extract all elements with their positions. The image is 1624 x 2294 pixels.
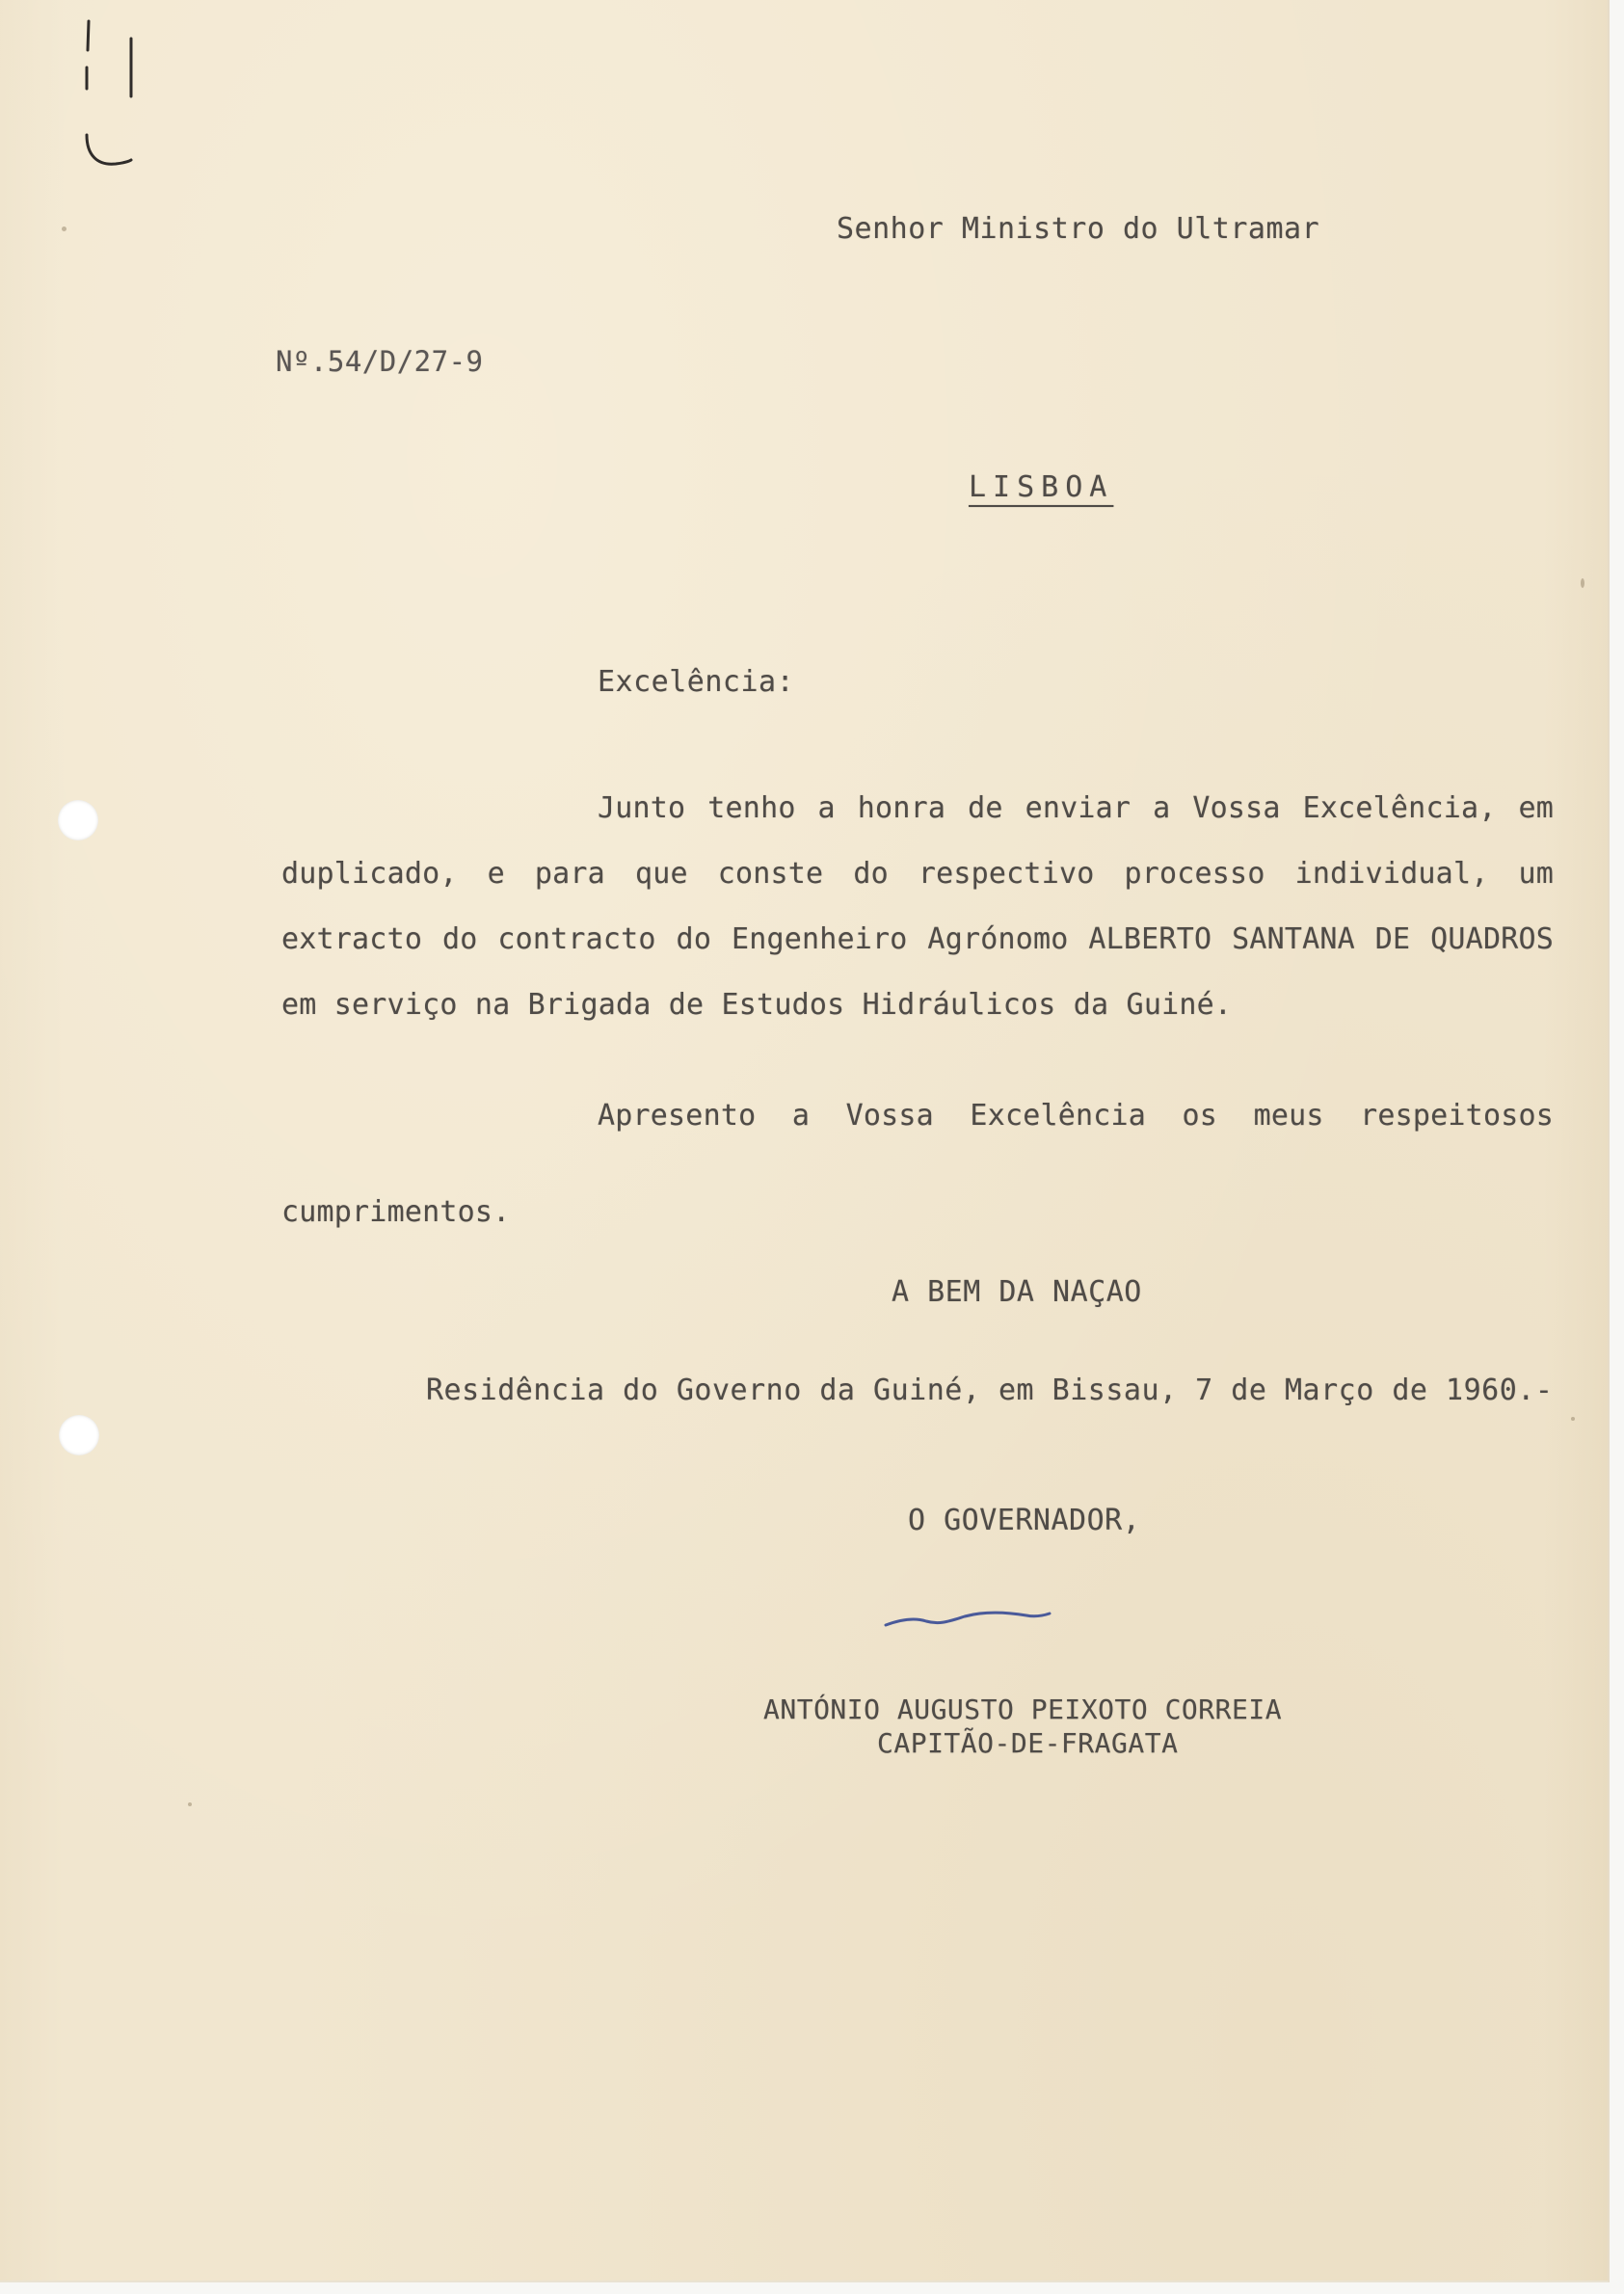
signer-title: O GOVERNADOR, [908,1504,1141,1537]
paper-speck [1581,578,1584,588]
punch-hole-top [58,800,98,840]
paper-speck [188,1802,192,1806]
signer-name: ANTÓNIO AUGUSTO PEIXOTO CORREIA [763,1694,1283,1725]
paper-speck [62,227,67,231]
closing-formula: A BEM DA NAÇAO [892,1275,1142,1309]
recipient-line: Senhor Ministro do Ultramar [837,212,1320,246]
body-paragraph-2: Apresento a Vossa Excelência os meus respeitosos cumprimentos. [281,1099,1554,1229]
body-paragraph-1: Junto tenho a honra de enviar a Vossa Excelência, em duplicado, e para que conste do respectivo processo individual, um extracto do contracto do Engenheiro Agrónomo ALBERTO SANTANA DE QUADROS em serviço na Brigada de Estudos Hidráulicos da Guiné. [281,791,1554,1022]
destination-city: LISBOA [969,470,1114,504]
handwritten-tally-mark [67,10,145,173]
salutation: Excelência: [598,665,795,699]
paper-speck [1571,1417,1575,1421]
punch-hole-bottom [59,1415,99,1455]
signer-rank: CAPITÃO-DE-FRAGATA [877,1727,1179,1759]
reference-number: Nº.54/D/27-9 [276,345,484,378]
handwritten-signature [882,1600,1055,1639]
place-and-date: Residência do Governo da Guiné, em Bissau, 7 de Março de 1960.- [426,1374,1554,1407]
